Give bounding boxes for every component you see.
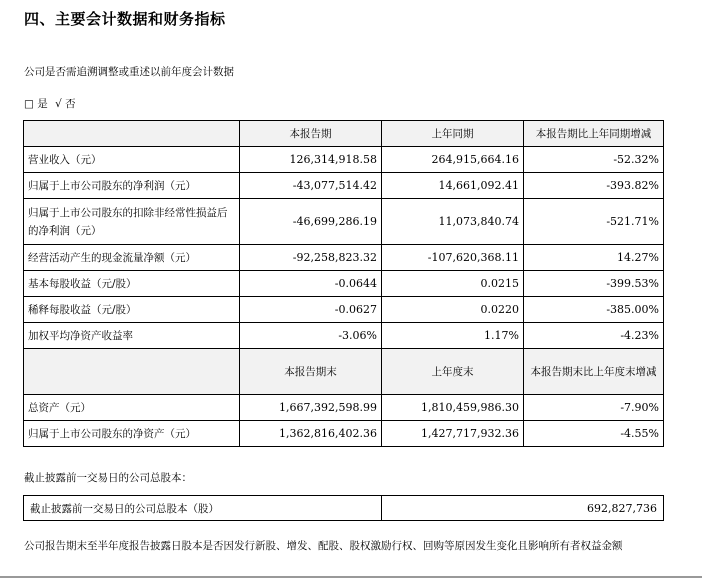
prior-value: 1,427,717,932.36 <box>382 421 524 447</box>
restate-choice <box>24 96 76 111</box>
table-header-row <box>24 349 664 395</box>
change-value: -52.32% <box>524 147 664 173</box>
row-label: 总资产（元） <box>24 395 240 421</box>
current-value: -46,699,286.19 <box>240 199 382 245</box>
header-cell <box>24 121 240 147</box>
share-capital-label: 截止披露前一交易日的公司总股本（股） <box>24 496 382 521</box>
prior-value: 11,073,840.74 <box>382 199 524 245</box>
change-value: -4.23% <box>524 323 664 349</box>
current-value: -92,258,823.32 <box>240 245 382 271</box>
row-label: 加权平均净资产收益率 <box>24 323 240 349</box>
header-cell: 上年同期 <box>382 121 524 147</box>
change-value: 14.27% <box>524 245 664 271</box>
change-value: -385.00% <box>524 297 664 323</box>
header-cell: 本报告期末比上年度末增减 <box>524 349 664 395</box>
current-value: -0.0627 <box>240 297 382 323</box>
table-row <box>24 421 664 447</box>
change-value: -399.53% <box>524 271 664 297</box>
share-capital-table <box>23 495 664 521</box>
change-value: -4.55% <box>524 421 664 447</box>
change-value: -393.82% <box>524 173 664 199</box>
header-cell: 本报告期末 <box>240 349 382 395</box>
prior-value: 264,915,664.16 <box>382 147 524 173</box>
restate-question: 公司是否需追溯调整或重述以前年度会计数据 <box>24 66 234 78</box>
header-cell <box>24 349 240 395</box>
choice-no-label: 否 <box>65 98 76 110</box>
current-value: 1,362,816,402.36 <box>240 421 382 447</box>
prior-value: 1.17% <box>382 323 524 349</box>
table-row <box>24 395 664 421</box>
table-row <box>24 323 664 349</box>
header-cell: 上年度末 <box>382 349 524 395</box>
checkmark-icon: √ <box>55 98 62 110</box>
page-divider <box>0 576 702 578</box>
current-value: 1,667,392,598.99 <box>240 395 382 421</box>
change-value: -7.90% <box>524 395 664 421</box>
current-value: -3.06% <box>240 323 382 349</box>
table-row <box>24 271 664 297</box>
prior-value: 0.0215 <box>382 271 524 297</box>
table-row <box>24 147 664 173</box>
current-value: 126,314,918.58 <box>240 147 382 173</box>
table-row <box>24 496 664 521</box>
table-row <box>24 297 664 323</box>
header-cell: 本报告期比上年同期增减 <box>524 121 664 147</box>
prior-value: 1,810,459,986.30 <box>382 395 524 421</box>
current-value: -0.0644 <box>240 271 382 297</box>
row-label: 归属于上市公司股东的扣除非经常性损益后的净利润（元） <box>24 199 240 245</box>
table-row <box>24 199 664 245</box>
prior-value: -107,620,368.11 <box>382 245 524 271</box>
choice-yes-label: 是 <box>37 98 48 110</box>
row-label: 归属于上市公司股东的净利润（元） <box>24 173 240 199</box>
change-value: -521.71% <box>524 199 664 245</box>
checkbox-yes[interactable]: □ <box>24 98 34 110</box>
prior-value: 14,661,092.41 <box>382 173 524 199</box>
section-title: 四、主要会计数据和财务指标 <box>24 10 226 28</box>
share-capital-value: 692,827,736 <box>382 496 664 521</box>
current-value: -43,077,514.42 <box>240 173 382 199</box>
row-label: 营业收入（元） <box>24 147 240 173</box>
row-label: 经营活动产生的现金流量净额（元） <box>24 245 240 271</box>
row-label: 归属于上市公司股东的净资产（元） <box>24 421 240 447</box>
table-row <box>24 245 664 271</box>
financial-data-table <box>23 120 664 447</box>
header-cell: 本报告期 <box>240 121 382 147</box>
footer-note: 公司报告期末至半年度报告披露日股本是否因发行新股、增发、配股、股权激励行权、回购等原因发生变化且影响所有者权益金额 <box>24 540 623 552</box>
table-header-row <box>24 121 664 147</box>
table-row <box>24 173 664 199</box>
share-capital-intro: 截止披露前一交易日的公司总股本： <box>24 472 192 484</box>
row-label: 稀释每股收益（元/股） <box>24 297 240 323</box>
prior-value: 0.0220 <box>382 297 524 323</box>
row-label: 基本每股收益（元/股） <box>24 271 240 297</box>
